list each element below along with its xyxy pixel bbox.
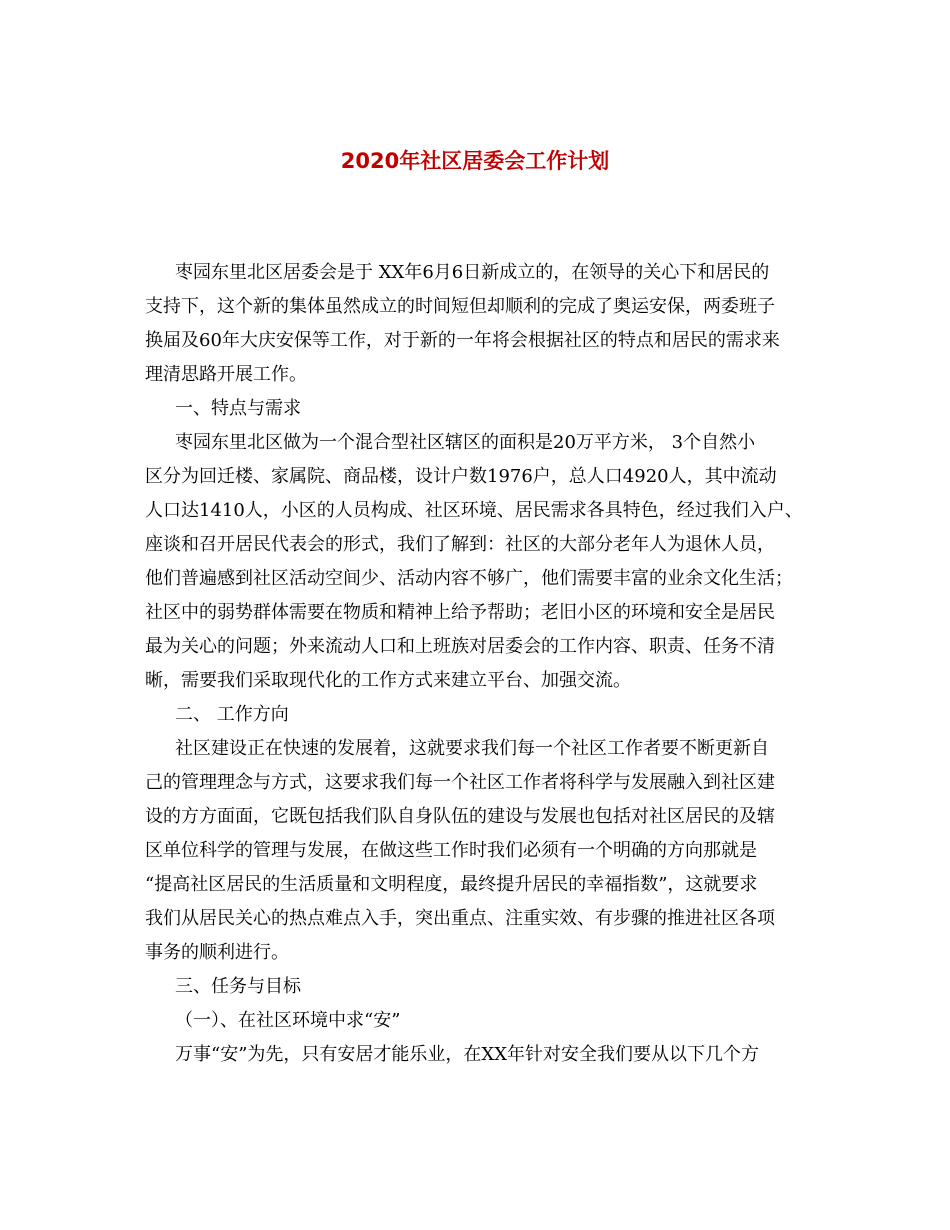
- text-line: 枣园东里北区做为一个混合型社区辖区的面积是20万平方米， 3个自然小: [175, 432, 756, 453]
- text-line: 换届及60年大庆安保等工作，对于新的一年将会根据社区的特点和居民的需求来: [145, 330, 780, 351]
- text-line: 万事“安”为先，只有安居才能乐业，在XX年针对安全我们要从以下几个方: [175, 1044, 760, 1065]
- text-line: 己的管理理念与方式，这要求我们每一个社区工作者将科学与发展融入到社区建: [145, 772, 775, 793]
- text-line: 支持下，这个新的集体虽然成立的时间短但却顺利的完成了奥运安保，两委班子: [145, 296, 775, 317]
- text-line: 社区建设正在快速的发展着，这就要求我们每一个社区工作者要不断更新自: [175, 738, 769, 759]
- text-line: 一、特点与需求: [175, 398, 301, 419]
- text-line: 他们普遍感到社区活动空间少、活动内容不够广，他们需要丰富的业余文化生活；: [145, 568, 793, 589]
- text-line: 区分为回迁楼、家属院、商品楼，设计户数1976户，总人口4920人，其中流动: [145, 466, 777, 487]
- text-line: 座谈和召开居民代表会的形式，我们了解到：社区的大部分老年人为退休人员，: [145, 534, 775, 555]
- text-line: 设的方方面面，它既包括我们队自身队伍的建设与发展也包括对社区居民的及辖: [145, 806, 775, 827]
- text-line: （一）、在社区环境中求“安”: [175, 1010, 401, 1031]
- text-line: 人口达1410人，小区的人员构成、社区环境、居民需求各具特色，经过我们入户、: [145, 500, 803, 521]
- text-line: 我们从居民关心的热点难点入手，突出重点、注重实效、有步骤的推进社区各项: [145, 908, 775, 929]
- text-line: 区单位科学的管理与发展，在做这些工作时我们必须有一个明确的方向那就是: [145, 840, 757, 861]
- text-line: “提高社区居民的生活质量和文明程度，最终提升居民的幸福指数”，这就要求: [145, 874, 758, 895]
- text-line: 事务的顺利进行。: [145, 942, 289, 963]
- document-body: [145, 256, 813, 1072]
- text-line: 晰，需要我们采取现代化的工作方式来建立平台、加强交流。: [145, 670, 631, 691]
- text-line: 二、 工作方向: [175, 704, 289, 725]
- text-line: 三、任务与目标: [175, 976, 301, 997]
- text-line: 最为关心的问题；外来流动人口和上班族对居委会的工作内容、职责、任务不清: [145, 636, 775, 657]
- document-title: 2020年社区居委会工作计划: [340, 149, 610, 173]
- text-line: 社区中的弱势群体需要在物质和精神上给予帮助；老旧小区的环境和安全是居民: [145, 602, 775, 623]
- text-line: 理清思路开展工作。: [145, 364, 307, 385]
- text-line: 枣园东里北区居委会是于 XX年6月6日新成立的，在领导的关心下和居民的: [175, 262, 770, 283]
